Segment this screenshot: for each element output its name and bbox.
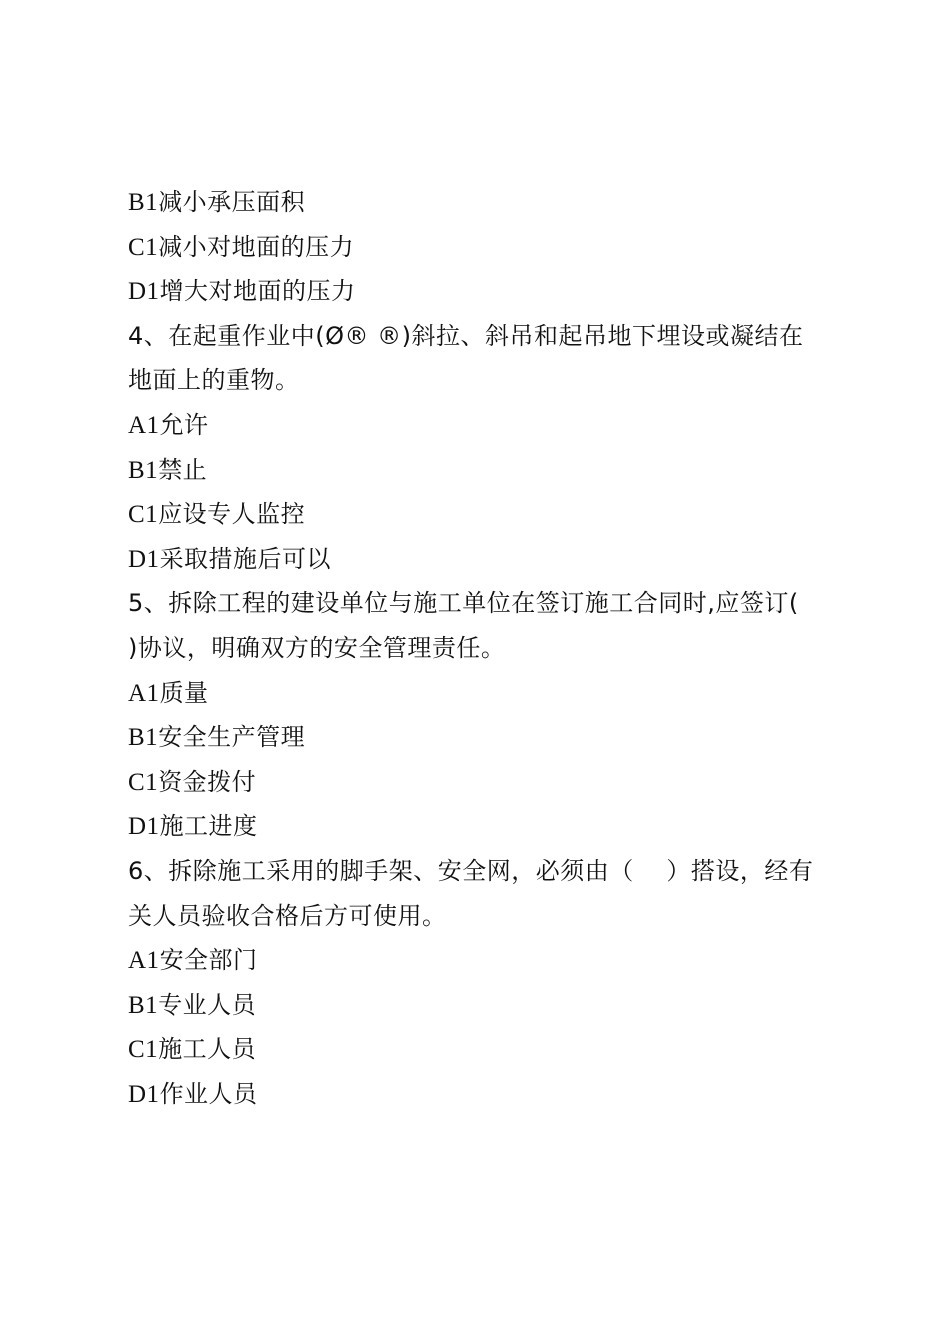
option-line <box>128 938 828 983</box>
option-line <box>128 760 828 805</box>
option-text: 施工进度 <box>159 812 258 841</box>
option-line <box>128 269 828 314</box>
option-letter: B1 <box>128 724 159 752</box>
option-text: 采取措施后可以 <box>159 544 332 573</box>
option-line <box>128 983 828 1028</box>
question-text: 6、拆除施工采用的脚手架、安全网，必须由（ ）搭设，经有 <box>128 856 814 885</box>
option-letter: B1 <box>128 189 159 216</box>
question-text: 地面上的重物。 <box>128 366 300 395</box>
question-text: 5、拆除工程的建设单位与施工单位在签订施工合同时,应签订( <box>128 589 799 618</box>
option-text: 允许 <box>159 410 209 439</box>
option-letter: D1 <box>128 278 160 306</box>
question-text: 4、在起重作业中(Ø® ®)斜拉、斜吊和起吊地下埋设或凝结在 <box>128 321 804 350</box>
option-line <box>128 804 828 849</box>
option-letter: A1 <box>128 679 160 707</box>
option-line <box>128 537 828 582</box>
option-letter: D1 <box>128 545 160 573</box>
option-text: 作业人员 <box>159 1079 258 1108</box>
option-letter: B1 <box>128 456 159 484</box>
option-letter: D1 <box>128 813 160 841</box>
option-text: 禁止 <box>158 455 208 484</box>
option-letter: A1 <box>128 411 160 439</box>
question-line <box>128 626 828 671</box>
option-line <box>128 1072 828 1117</box>
option-text: 资金拨付 <box>158 767 257 796</box>
option-line <box>128 180 828 225</box>
option-letter: D1 <box>128 1080 160 1108</box>
option-text: 应设专人监控 <box>158 500 306 529</box>
option-line <box>128 1027 828 1072</box>
option-line <box>128 225 828 270</box>
question-line <box>128 849 828 894</box>
option-text: 增大对地面的压力 <box>159 277 356 306</box>
question-line <box>128 358 828 403</box>
option-text: 质量 <box>159 678 209 707</box>
question-text: 关人员验收合格后方可使用。 <box>128 901 447 930</box>
option-text: 安全生产管理 <box>158 723 306 752</box>
option-text: 专业人员 <box>158 990 257 1019</box>
option-text: 减小承压面积 <box>158 188 306 216</box>
option-line <box>128 448 828 493</box>
option-letter: C1 <box>128 501 159 529</box>
option-line <box>128 671 828 716</box>
option-line <box>128 403 828 448</box>
option-letter: C1 <box>128 233 159 261</box>
option-text: 安全部门 <box>159 946 258 975</box>
option-letter: C1 <box>128 768 159 796</box>
option-line <box>128 492 828 537</box>
option-text: 减小对地面的压力 <box>158 232 355 261</box>
question-text: )协议，明确双方的安全管理责任。 <box>128 633 506 662</box>
option-letter: B1 <box>128 991 159 1019</box>
question-line <box>128 894 828 939</box>
option-text: 施工人员 <box>158 1035 257 1064</box>
question-line <box>128 314 828 359</box>
question-content <box>128 180 828 1116</box>
option-letter: C1 <box>128 1036 159 1064</box>
option-letter: A1 <box>128 947 160 975</box>
question-line <box>128 581 828 626</box>
option-line <box>128 715 828 760</box>
